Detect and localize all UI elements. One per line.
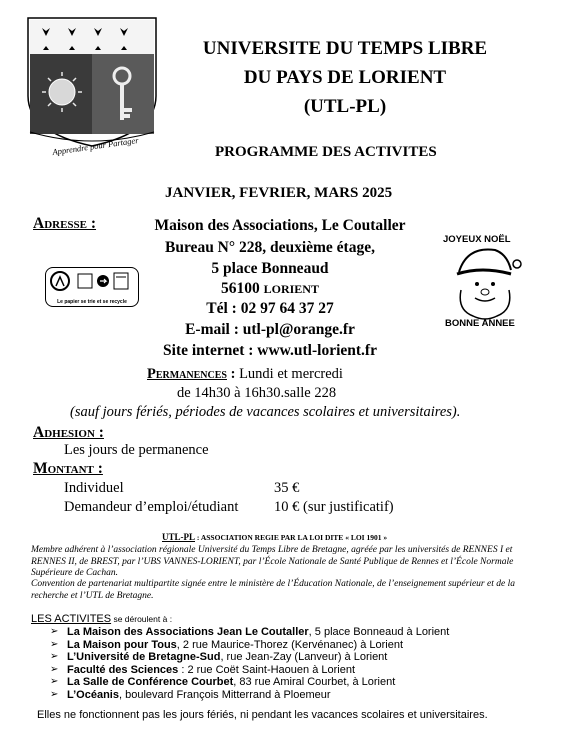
permanences-sep: : — [226, 366, 240, 382]
recycle-icon — [46, 268, 138, 294]
permanences-label: Permanences — [147, 366, 227, 382]
page-title-line2: DU PAYS DE LORIENT — [243, 67, 447, 88]
postal-code: 56100 — [221, 280, 264, 297]
activity-detail: , boulevard François Mitterrand à Ploemeur — [118, 688, 331, 701]
permanences-days: Lundi et mercredi — [239, 366, 343, 382]
activity-detail: , rue Jean-Zay (Lanveur) à Lorient — [220, 651, 388, 663]
activity-name: La Maison des Associations Jean Le Coutaller — [67, 626, 309, 638]
address-label-text: Adresse : — [33, 215, 97, 232]
activities-intro: se déroulent à : — [111, 614, 173, 624]
santa-icon — [437, 232, 527, 330]
legal-paragraph: Convention de partenariat multipartite signée entre le ministère de l’Éducation Nationale, de l’enseignement supérieur et de la recherche et l’UTL de Bretagne. — [31, 579, 515, 601]
address-line4 — [120, 278, 420, 300]
activity-detail: : 2 rue Coët Saint-Haouen à Lorient — [178, 663, 356, 676]
list-item — [50, 676, 550, 689]
activity-name: Faculté des Sciences — [67, 663, 179, 676]
email: E-mail : utl-pl@orange.fr — [185, 321, 355, 338]
phone: Tél : 02 97 64 37 27 — [206, 300, 334, 317]
page-title-line3: (UTL-PL) — [303, 96, 387, 117]
christmas-greeting — [437, 232, 527, 330]
list-item — [50, 626, 550, 639]
website: Site internet : www.utl-lorient.fr — [163, 342, 377, 359]
adhesion-label: Adhesion : — [33, 424, 104, 441]
activity-name: L’Océanis — [67, 688, 119, 701]
activities-heading — [31, 613, 172, 625]
activities-label: LES ACTIVITES — [31, 613, 112, 625]
montant-row-label: Individuel — [64, 480, 124, 496]
legal-heading — [162, 532, 387, 542]
greeting-bottom: BONNE ANNEE — [445, 318, 515, 329]
permanences-line — [147, 366, 343, 383]
address-label — [33, 215, 96, 233]
adhesion-text: Les jours de permanence — [64, 442, 209, 458]
legal-heading-a: UTL-PL — [162, 532, 196, 542]
activity-name: La Salle de Conférence Courbet — [67, 676, 234, 688]
activities-footer: Elles ne fonctionnent pas les jours fériés, ni pendant les vacances scolaires et universitaires. — [37, 709, 488, 721]
address-line2: Bureau N° 228, deuxième étage, — [165, 239, 375, 256]
legal-paragraph: Membre adhérent à l’association régionale Université du Temps Libre de Bretagne, agréée par les universités de RENNES I et RENNES II, de BREST, par l’UBS VANNES-LORIENT, par l’École Nationale de Santé Publique de Rennes et l’École Normale Supérieure de Cachan. — [31, 545, 514, 578]
programme-heading: PROGRAMME DES ACTIVITES — [215, 144, 437, 160]
period-heading: JANVIER, FEVRIER, MARS 2025 — [165, 185, 393, 201]
crest-motto: Apprendre pour Partager — [51, 135, 140, 157]
list-item — [50, 651, 550, 664]
montant-label: Montant : — [33, 460, 103, 477]
utl-crest-logo — [22, 14, 162, 164]
activity-detail: , 2 rue Maurice-Thorez (Kervénanec) à Lorient — [176, 638, 404, 651]
permanences-note: (sauf jours fériés, périodes de vacances scolaires et universitaires). — [70, 404, 461, 420]
city: LORIENT — [263, 282, 319, 296]
list-item — [50, 689, 550, 702]
montant-row-label: Demandeur d’emploi/étudiant — [64, 499, 239, 515]
address-line1: Maison des Associations, Le Coutaller — [154, 217, 406, 234]
legal-heading-b: : ASSOCIATION REGIE PAR LA LOI DITE « LOI 1901 » — [195, 533, 388, 542]
montant-row-price: 10 € (sur justificatif) — [274, 499, 394, 515]
activity-detail: , 83 rue Amiral Courbet, à Lorient — [233, 676, 396, 688]
permanences-hours: de 14h30 à 16h30.salle 228 — [177, 385, 337, 401]
activities-list — [50, 626, 550, 701]
activity-detail: , 5 place Bonneaud à Lorient — [308, 626, 450, 638]
activity-name: L’Université de Bretagne-Sud — [67, 651, 221, 663]
montant-row-price: 35 € — [274, 480, 300, 496]
recycle-caption: Le papier se trie et se recycle — [57, 299, 127, 305]
address-line3: 5 place Bonneaud — [211, 260, 329, 277]
greeting-top: JOYEUX NOËL — [443, 234, 511, 245]
list-item — [50, 664, 550, 677]
recycle-logo — [45, 267, 139, 307]
page-title-line1: UNIVERSITE DU TEMPS LIBRE — [202, 38, 488, 59]
list-item — [50, 639, 550, 652]
activity-name: La Maison pour Tous — [67, 638, 177, 651]
